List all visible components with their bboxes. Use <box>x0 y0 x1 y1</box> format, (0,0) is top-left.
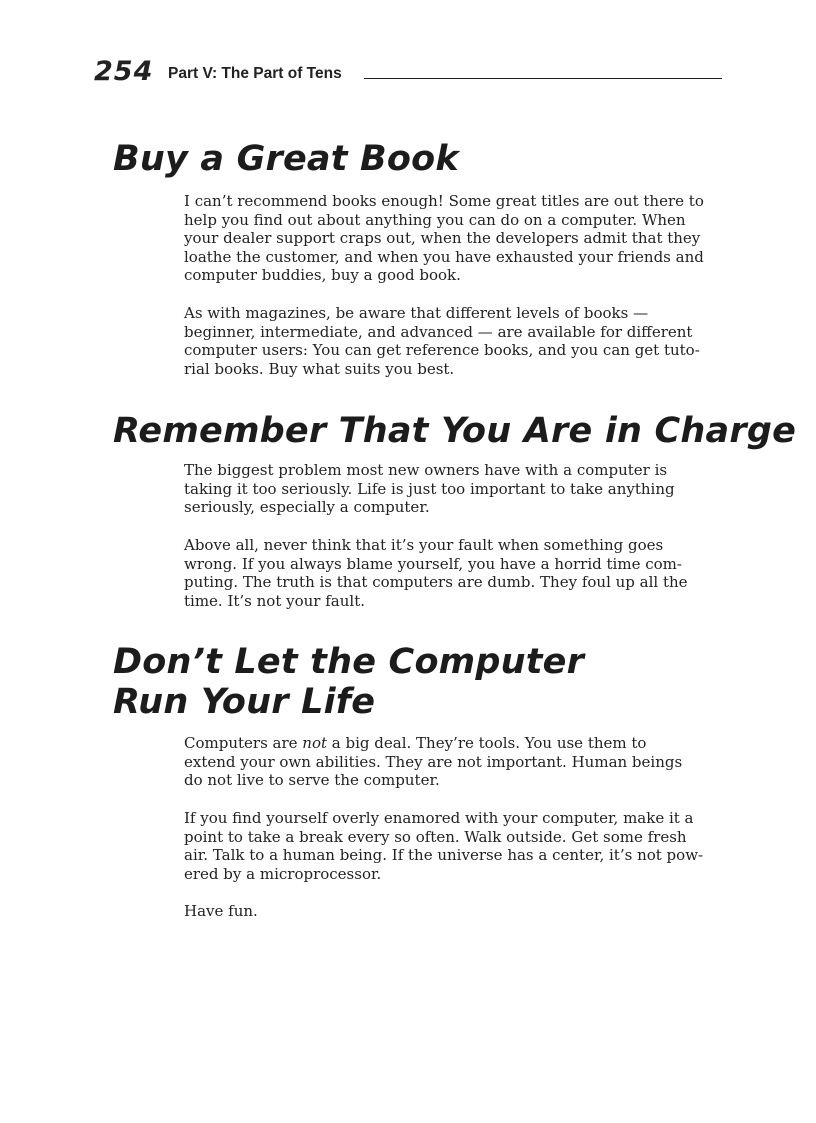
section-heading-buy-a-great-book: Buy a Great Book <box>113 139 459 179</box>
text-line: The biggest problem most new owners have with a computer is <box>184 461 668 479</box>
text-line: time. It’s not your fault. <box>184 591 365 610</box>
paragraph <box>184 734 729 790</box>
text-line: extend your own abilities. They are not important. Human beings <box>184 752 683 771</box>
header-rule <box>364 78 722 79</box>
paragraph <box>184 461 729 517</box>
paragraph <box>184 809 729 883</box>
text-line: computer buddies, buy a good book. <box>184 266 461 285</box>
paragraph <box>184 536 729 610</box>
text-line: point to take a break every so often. Walk outside. Get some fresh <box>184 827 687 846</box>
text-line: help you find out about anything you can do on a computer. When <box>184 210 686 229</box>
text-line: taking it too seriously. Life is just too important to take anything <box>184 479 675 498</box>
text-line: ered by a microprocessor. <box>184 864 382 883</box>
section-heading-remember-in-charge: Remember That You Are in Charge <box>113 411 797 451</box>
page-header <box>94 56 722 87</box>
page-number: 254 <box>94 56 154 87</box>
text-line: your dealer support craps out, when the developers admit that they <box>184 229 701 248</box>
text-line: air. Talk to a human being. If the universe has a center, it’s not pow- <box>184 846 704 865</box>
heading-line: Don’t Let the Computer <box>113 642 585 682</box>
heading-line: Run Your Life <box>113 682 376 722</box>
text-line: I can’t recommend books enough! Some great titles are out there to <box>184 192 704 210</box>
paragraph <box>184 192 729 285</box>
text-line <box>184 734 729 753</box>
running-head: Part V: The Part of Tens <box>168 65 342 82</box>
text-line: Have fun. <box>184 902 258 920</box>
text-line: As with magazines, be aware that different levels of books — <box>184 304 649 322</box>
text-line: puting. The truth is that computers are dumb. They foul up all the <box>184 573 688 592</box>
emphasis-text: not <box>302 734 328 752</box>
text-line: beginner, intermediate, and advanced — are available for different <box>184 322 693 341</box>
paragraph <box>184 902 729 921</box>
paragraph <box>184 304 729 378</box>
text-line: loathe the customer, and when you have exhausted your friends and <box>184 247 704 266</box>
text-run: a big deal. They’re tools. You use them to <box>327 734 647 752</box>
text-line: rial books. Buy what suits you best. <box>184 359 455 378</box>
text-line: If you find yourself overly enamored with your computer, make it a <box>184 809 694 827</box>
text-line: wrong. If you always blame yourself, you have a horrid time com- <box>184 554 682 573</box>
text-line: computer users: You can get reference books, and you can get tuto- <box>184 341 700 360</box>
section-heading-dont-let-computer-run-life <box>113 642 584 722</box>
text-line: seriously, especially a computer. <box>184 498 430 517</box>
text-run: Computers are <box>184 734 303 752</box>
text-line: do not live to serve the computer. <box>184 771 440 790</box>
text-line: Above all, never think that it’s your fault when something goes <box>184 536 664 554</box>
